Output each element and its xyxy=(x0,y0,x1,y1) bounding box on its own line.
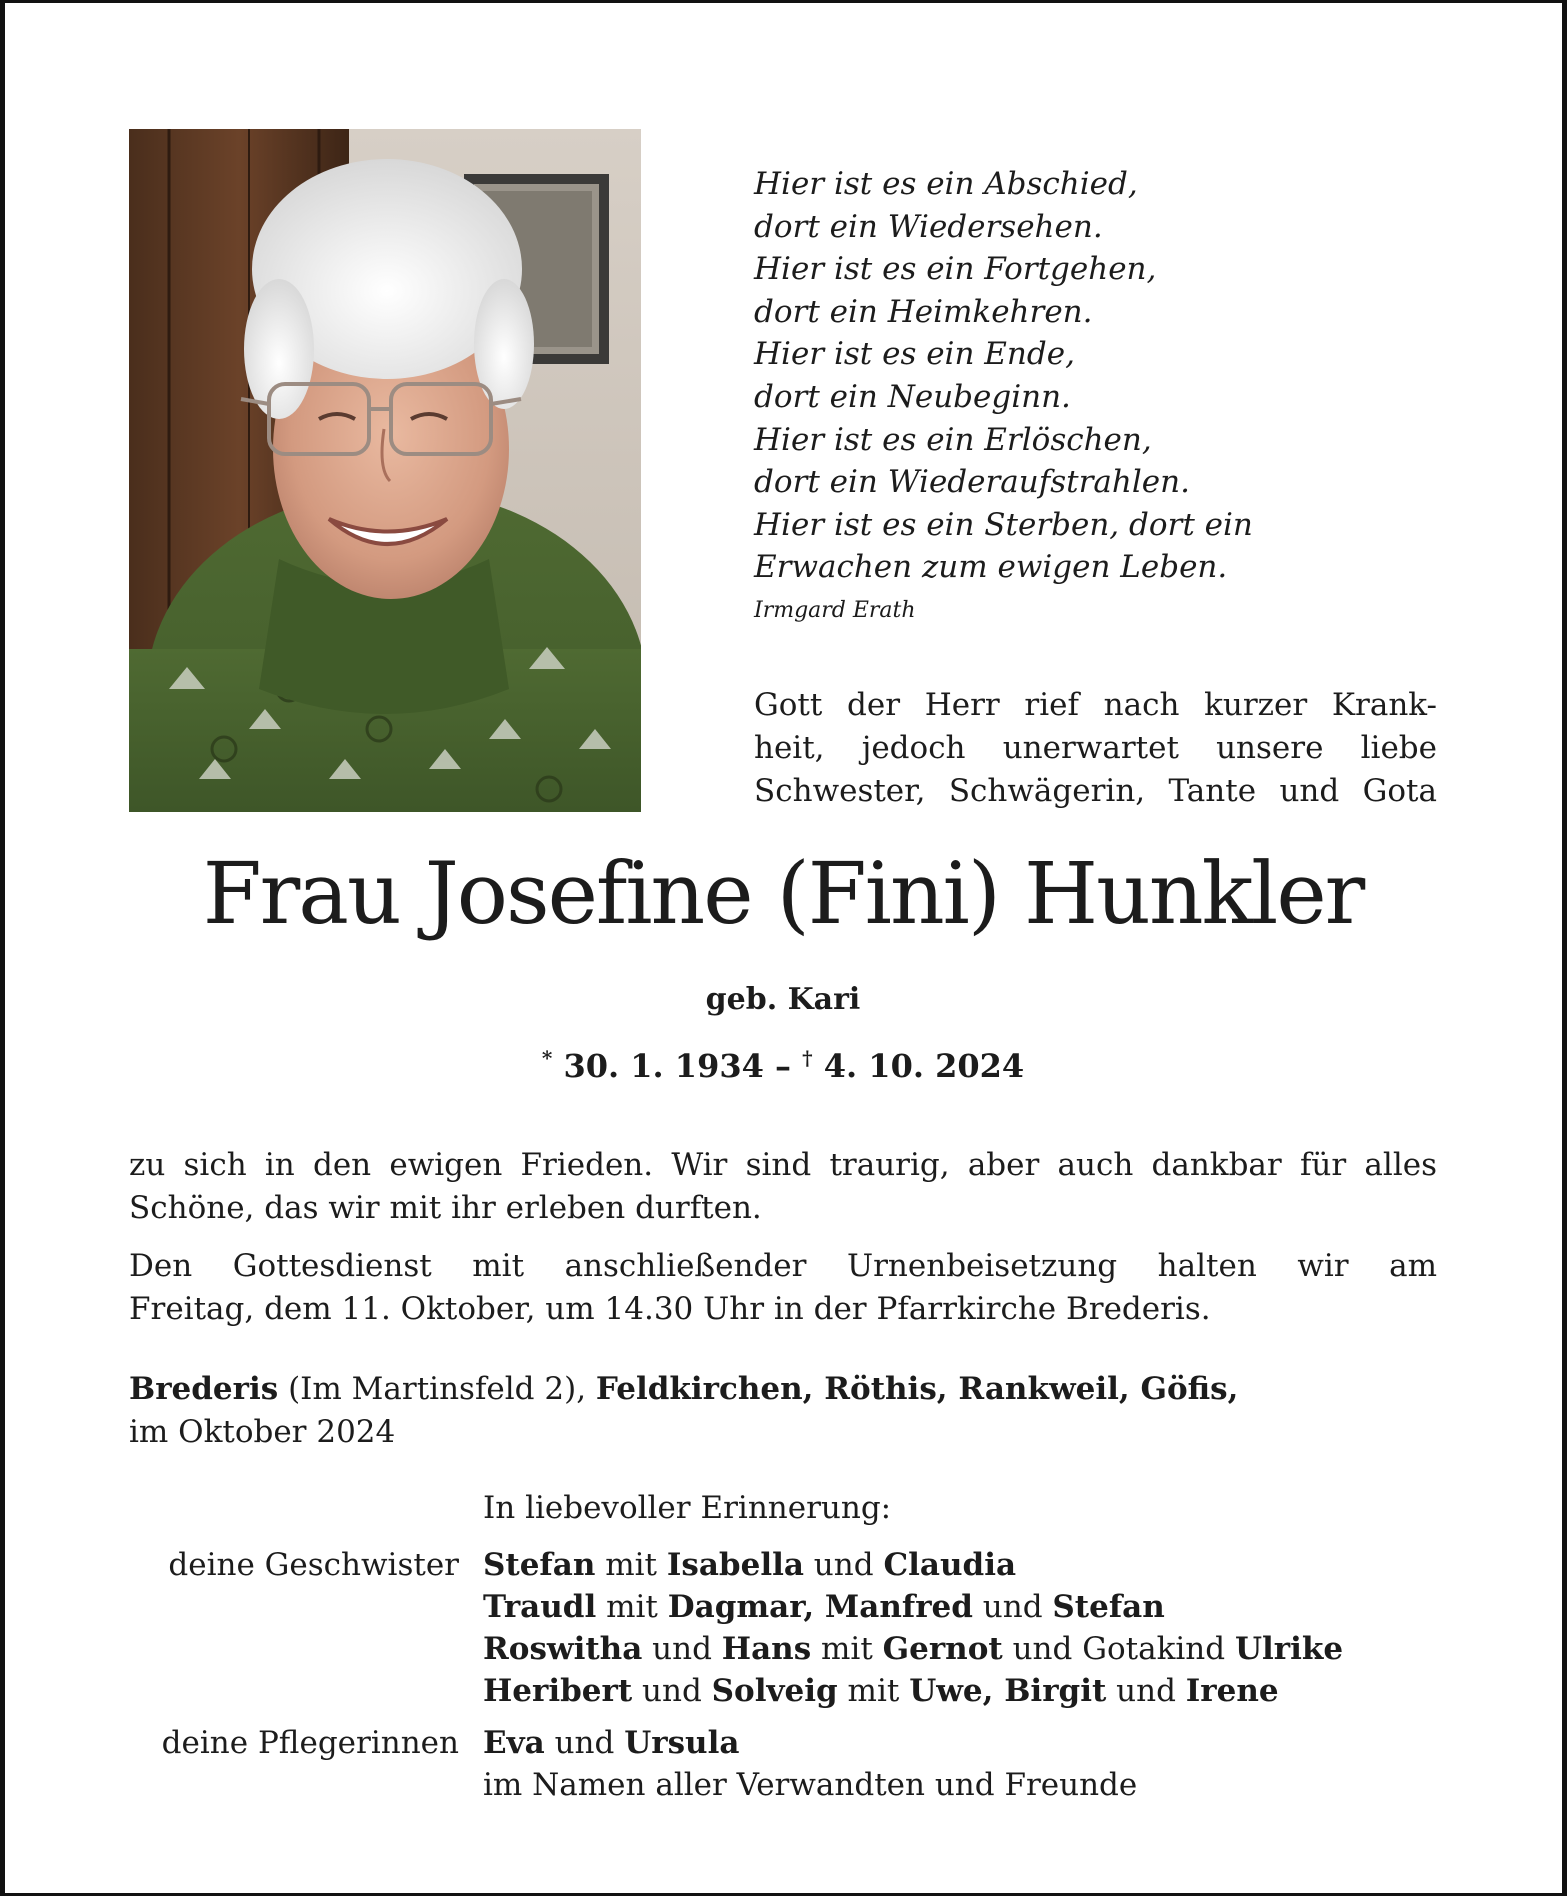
person-name: Uwe, Birgit xyxy=(909,1673,1107,1709)
poem-line: Hier ist es ein Fortgehen, xyxy=(754,251,1157,288)
carers-line xyxy=(483,1722,1137,1764)
portrait-photo xyxy=(129,129,641,812)
person-name: Solveig xyxy=(711,1673,838,1709)
connector-text: mit xyxy=(811,1631,883,1667)
carers-names xyxy=(483,1722,1137,1806)
body-line: Den Gottesdienst mit anschließender Urnenbeisetzung halten wir am xyxy=(129,1248,1437,1284)
person-name: Hans xyxy=(721,1631,812,1667)
sibling-line xyxy=(483,1628,1343,1670)
intro-line: Schwester, Schwägerin, Tante und Gota xyxy=(754,773,1437,809)
poem-line: Erwachen zum ewigen Leben. xyxy=(754,549,1228,586)
remembrance-heading: In liebevoller Erinnerung: xyxy=(483,1490,892,1526)
person-name: Dagmar, Manfred xyxy=(667,1589,973,1625)
person-name: Ursula xyxy=(624,1725,740,1761)
poem-line: dort ein Wiederaufstrahlen. xyxy=(754,464,1190,501)
intro-text xyxy=(754,684,1437,813)
connector-text: und xyxy=(972,1589,1053,1625)
poem-line: dort ein Wiedersehen. xyxy=(754,208,1103,245)
places xyxy=(129,1368,1449,1454)
person-name: Heribert xyxy=(483,1673,633,1709)
body-paragraph-2 xyxy=(129,1245,1437,1331)
siblings-names xyxy=(483,1544,1343,1712)
deceased-name: Frau Josefine (Fini) Hunkler xyxy=(202,845,1364,944)
person-name: Stefan xyxy=(483,1547,596,1583)
death-date: 4. 10. 2024 xyxy=(823,1047,1025,1085)
place-town: Brederis xyxy=(129,1371,279,1407)
connector-text: und xyxy=(544,1725,625,1761)
poem-author: Irmgard Erath xyxy=(754,598,916,623)
connector-text: und xyxy=(632,1673,712,1709)
connector-text: und xyxy=(803,1547,884,1583)
person-name: Ulrike xyxy=(1234,1631,1344,1667)
sibling-line xyxy=(483,1586,1343,1628)
connector-text: und xyxy=(1106,1673,1186,1709)
poem-line: Hier ist es ein Ende, xyxy=(754,336,1075,373)
person-name: Isabella xyxy=(666,1547,804,1583)
birth-symbol: * xyxy=(541,1046,553,1070)
poem xyxy=(754,163,1454,589)
person-name: Irene xyxy=(1185,1673,1279,1709)
connector-text: und Gotakind xyxy=(1002,1631,1235,1667)
connector-text: mit xyxy=(837,1673,910,1709)
person-name: Stefan xyxy=(1052,1589,1165,1625)
place-date: im Oktober 2024 xyxy=(129,1414,396,1450)
life-dates xyxy=(129,1046,1437,1085)
death-symbol: † xyxy=(802,1046,813,1070)
body-line: Freitag, dem 11. Oktober, um 14.30 Uhr in der Pfarrkirche Brederis. xyxy=(129,1291,1211,1327)
person-name: Eva xyxy=(483,1725,545,1761)
siblings-role: deine Geschwister xyxy=(168,1547,459,1583)
connector-text: mit xyxy=(595,1547,667,1583)
sibling-line xyxy=(483,1544,1343,1586)
place-address: (Im Martinsfeld 2), xyxy=(278,1371,596,1407)
body-line: zu sich in den ewigen Frieden. Wir sind traurig, aber auch dankbar für alles xyxy=(129,1147,1437,1183)
person-name: Traudl xyxy=(483,1589,597,1625)
place-others: Feldkirchen, Röthis, Rankweil, Göfis, xyxy=(595,1371,1239,1407)
poem-line: dort ein Neubeginn. xyxy=(754,378,1071,415)
closing-line: im Namen aller Verwandten und Freunde xyxy=(483,1767,1138,1803)
carers-role: deine Pflegerinnen xyxy=(161,1725,459,1761)
intro-line: Gott der Herr rief nach kurzer Krank- xyxy=(754,687,1437,723)
birth-date: 30. 1. 1934 xyxy=(563,1047,764,1085)
person-name: Claudia xyxy=(883,1547,1017,1583)
poem-line: Hier ist es ein Erlöschen, xyxy=(754,421,1152,458)
poem-line: Hier ist es ein Abschied, xyxy=(754,166,1138,202)
person-name: Gernot xyxy=(882,1631,1003,1667)
sibling-line xyxy=(483,1670,1343,1712)
connector-text: und xyxy=(642,1631,722,1667)
poem-line: Hier ist es ein Sterben, dort ein xyxy=(754,506,1253,543)
person-name: Roswitha xyxy=(483,1631,643,1667)
date-separator: – xyxy=(775,1047,791,1085)
poem-line: dort ein Heimkehren. xyxy=(754,293,1093,330)
connector-text: mit xyxy=(596,1589,668,1625)
intro-line: heit, jedoch unerwartet unsere liebe xyxy=(754,730,1437,766)
maiden-name: geb. Kari xyxy=(705,982,861,1017)
body-paragraph-1 xyxy=(129,1144,1437,1230)
body-line: Schöne, das wir mit ihr erleben durften. xyxy=(129,1190,762,1226)
